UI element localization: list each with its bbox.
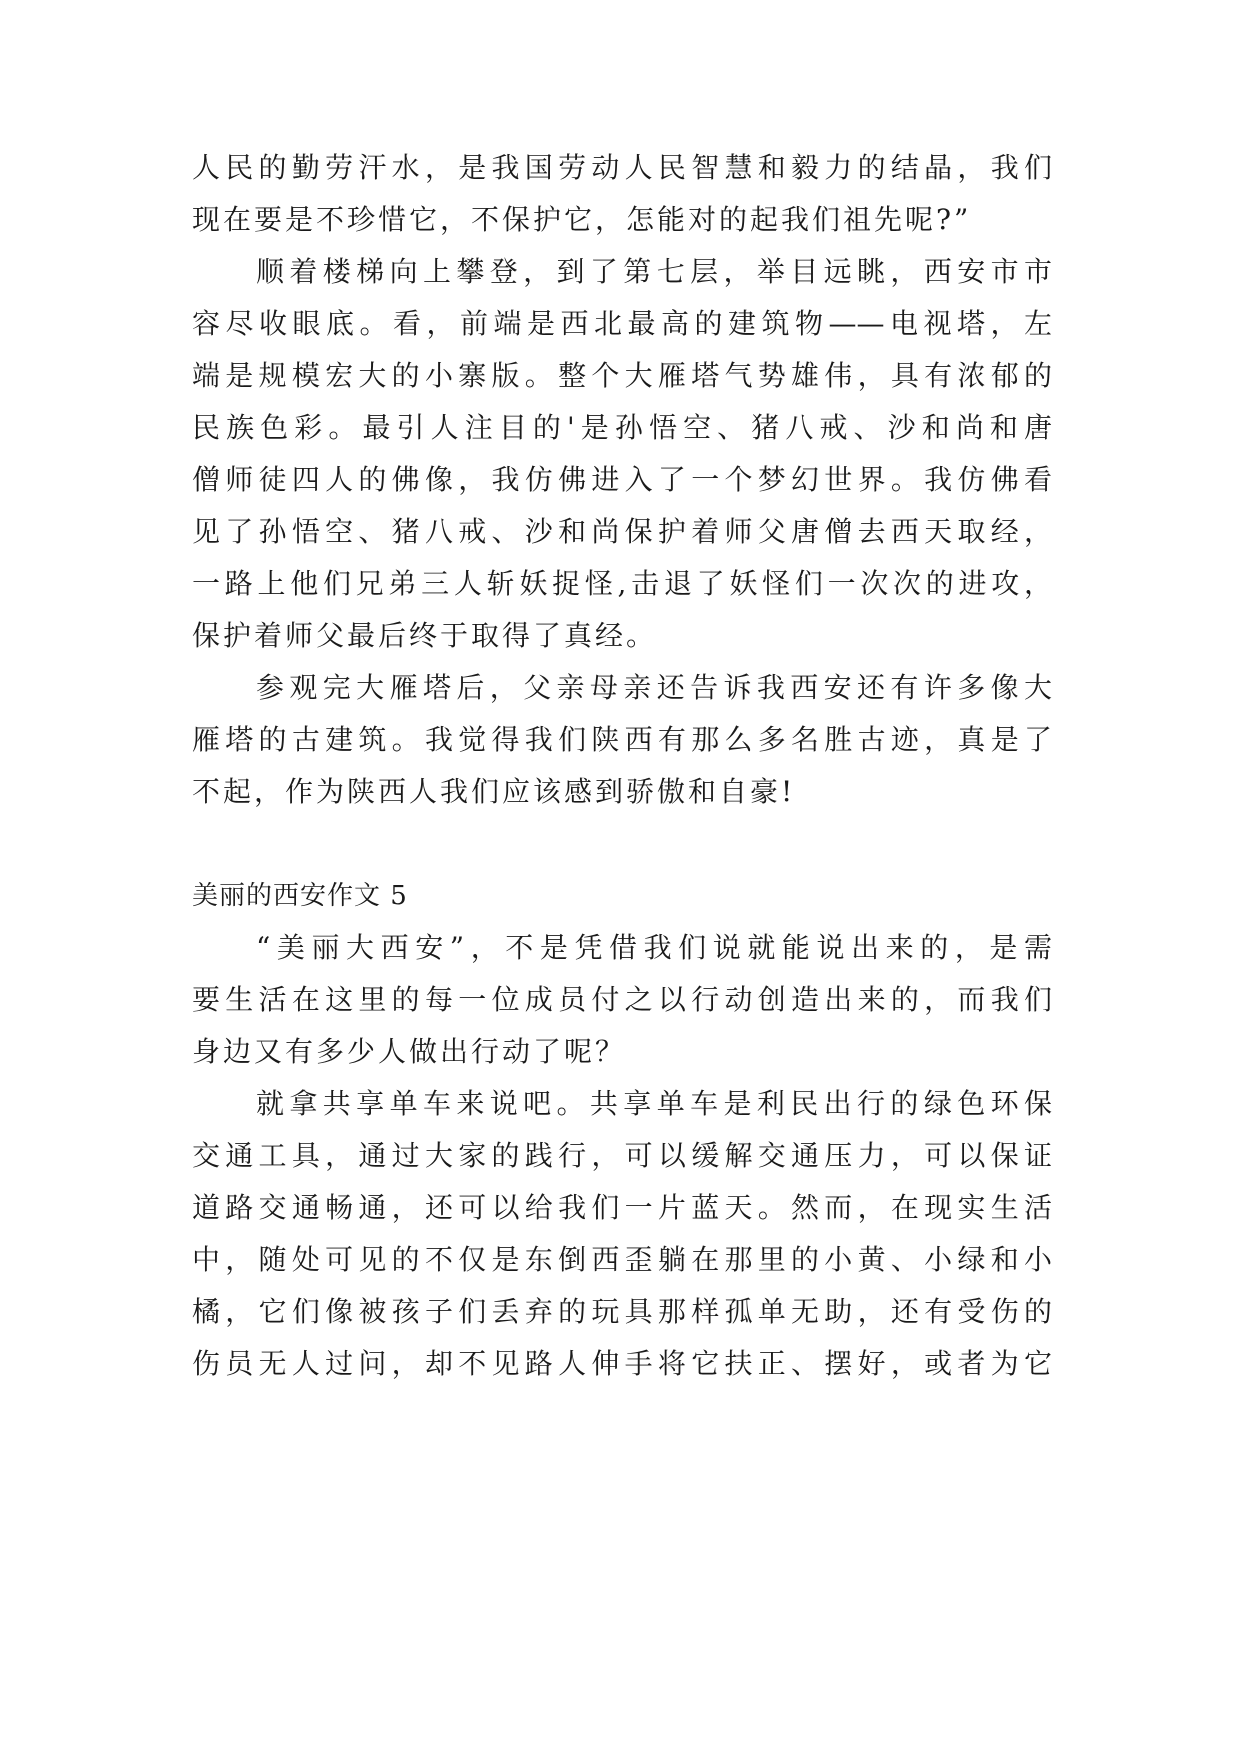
- paragraph-line: 不起，作为陕西人我们应该感到骄傲和自豪!: [192, 775, 796, 808]
- paragraph-line: 端是规模宏大的小寨版。整个大雁塔气势雄伟，具有浓郁的: [192, 359, 1052, 392]
- essay-title: 美丽的西安作文 5: [192, 881, 408, 911]
- paragraph-line: 中，随处可见的不仅是东倒西歪躺在那里的小黄、小绿和小: [192, 1243, 1052, 1276]
- paragraph-line: 要生活在这里的每一位成员付之以行动创造出来的，而我们: [192, 983, 1052, 1016]
- paragraph-line: “美丽大西安”，不是凭借我们说就能说出来的，是需: [256, 931, 1052, 964]
- paragraph-line: 人民的勤劳汗水，是我国劳动人民智慧和毅力的结晶，我们: [192, 151, 1052, 184]
- paragraph-line: 一路上他们兄弟三人斩妖捉怪,击退了妖怪们一次次的进攻，: [192, 567, 1052, 600]
- paragraph-line: 身边又有多少人做出行动了呢？: [192, 1035, 627, 1068]
- paragraph-line: 见了孙悟空、猪八戒、沙和尚保护着师父唐僧去西天取经，: [192, 515, 1052, 548]
- paragraph-line: 橘，它们像被孩子们丢弃的玩具那样孤单无助，还有受伤的: [192, 1295, 1052, 1328]
- paragraph-line: 伤员无人过问，却不见路人伸手将它扶正、摆好，或者为它: [192, 1347, 1052, 1380]
- paragraph-line: 道路交通畅通，还可以给我们一片蓝天。然而，在现实生活: [192, 1191, 1052, 1224]
- paragraph-line: 顺着楼梯向上攀登，到了第七层，举目远眺，西安市市: [256, 255, 1052, 288]
- paragraph-line: 交通工具，通过大家的践行，可以缓解交通压力，可以保证: [192, 1139, 1052, 1172]
- paragraph-line: 参观完大雁塔后，父亲母亲还告诉我西安还有许多像大: [256, 671, 1052, 704]
- paragraph-line: 容尽收眼底。看，前端是西北最高的建筑物——电视塔，左: [192, 307, 1052, 340]
- paragraph-line: 僧师徒四人的佛像，我仿佛进入了一个梦幻世界。我仿佛看: [192, 463, 1052, 496]
- paragraph-line: 保护着师父最后终于取得了真经。: [192, 619, 658, 652]
- paragraph-line: 现在要是不珍惜它，不保护它，怎能对的起我们祖先呢?”: [192, 203, 972, 236]
- paragraph-line: 民族色彩。最引人注目的'是孙悟空、猪八戒、沙和尚和唐: [192, 411, 1052, 444]
- paragraph-line: 雁塔的古建筑。我觉得我们陕西有那么多名胜古迹，真是了: [192, 723, 1052, 756]
- paragraph-line: 就拿共享单车来说吧。共享单车是利民出行的绿色环保: [256, 1087, 1052, 1120]
